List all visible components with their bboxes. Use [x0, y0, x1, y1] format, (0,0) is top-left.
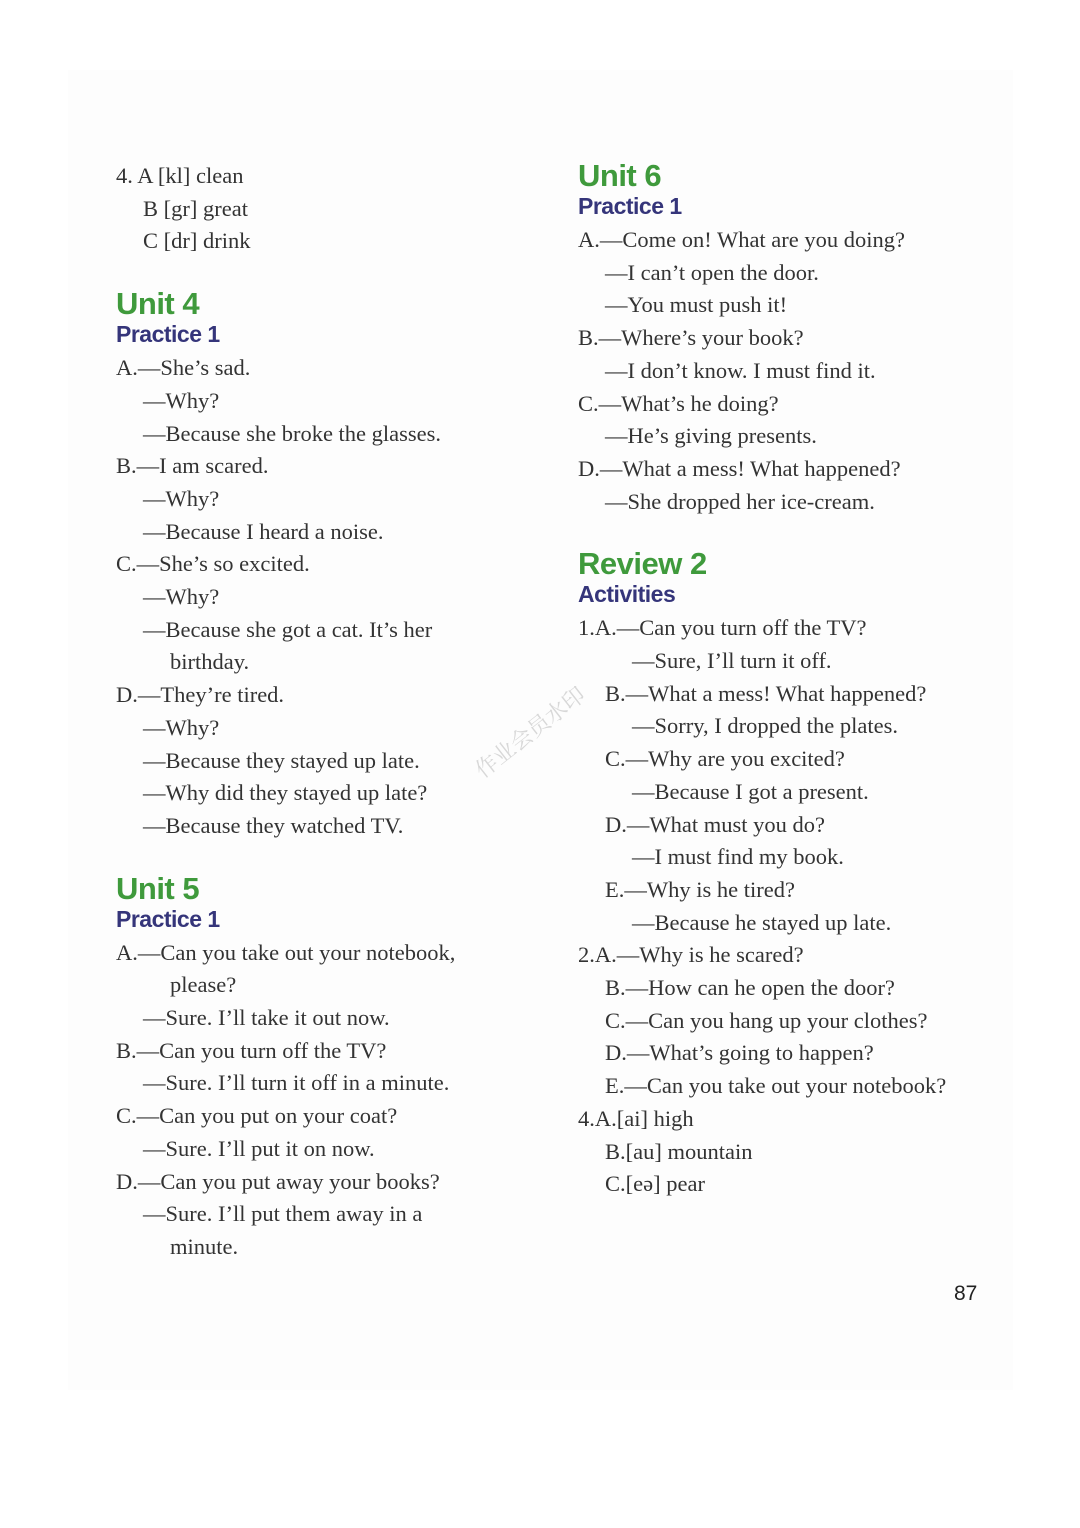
answer-line: please?: [170, 972, 237, 998]
answer-line: —Sure. I’ll put them away in a: [143, 1201, 423, 1227]
unit-5-heading: Unit 5: [116, 870, 200, 906]
answer-line: 4. A [kl] clean: [116, 163, 244, 188]
answer-line: —I can’t open the door.: [605, 259, 819, 285]
answer-line: —Why?: [143, 714, 220, 740]
answer-line: —Because she got a cat. It’s her: [143, 616, 433, 642]
answer-line: —He’s giving presents.: [605, 423, 817, 449]
answer-line: D.—They’re tired.: [116, 682, 285, 708]
answer-line: D.—What’s going to happen?: [605, 1040, 874, 1066]
answer-line: —I must find my book.: [632, 844, 844, 870]
answer-line: —Because he stayed up late.: [632, 909, 892, 935]
watermark-text: 作业会员水印: [471, 682, 591, 784]
answer-line: 2.A.—Why is he scared?: [578, 942, 804, 968]
answer-line: —Because they stayed up late.: [143, 747, 420, 773]
review-2-heading: Review 2: [578, 546, 707, 582]
answer-line: B.—I am scared.: [116, 453, 269, 479]
answer-line: —Because they watched TV.: [143, 812, 404, 838]
answer-line: C [dr] drink: [143, 228, 251, 254]
answer-line: C.—Why are you excited?: [605, 746, 845, 772]
answer-line: B [gr] great: [143, 195, 248, 221]
left-column: [116, 160, 526, 1264]
answer-line: C.—Can you put on your coat?: [116, 1103, 398, 1129]
answer-line: —Why?: [143, 485, 220, 511]
answer-line: —Sure. I’ll take it out now.: [143, 1005, 390, 1031]
unit-4-practice-heading: Practice 1: [116, 321, 220, 348]
unit-4-heading: Unit 4: [116, 286, 200, 322]
answer-line: D.—What must you do?: [605, 811, 825, 837]
answer-line: —Sure, I’ll turn it off.: [632, 648, 832, 674]
answer-line: —You must push it!: [605, 292, 788, 318]
right-column: [578, 160, 998, 1201]
answer-line: B.[au] mountain: [605, 1138, 753, 1164]
answer-line: —Because I heard a noise.: [143, 518, 384, 544]
answer-line: 1.A.—Can you turn off the TV?: [578, 615, 867, 641]
review-2-activities-heading: Activities: [578, 581, 676, 608]
unit-6-practice-heading: Practice 1: [578, 193, 682, 219]
answer-line: —Why did they stayed up late?: [143, 780, 428, 806]
answer-line: E.—Can you take out your notebook?: [605, 1073, 947, 1099]
answer-line: —Sure. I’ll put it on now.: [143, 1135, 375, 1161]
answer-line: birthday.: [170, 649, 250, 675]
page-number: 87: [954, 1282, 978, 1305]
answer-line: B.—Where’s your book?: [578, 325, 804, 351]
answer-line: D.—Can you put away your books?: [116, 1168, 440, 1194]
answer-line: —Sorry, I dropped the plates.: [632, 713, 898, 739]
unit-5-practice-heading: Practice 1: [116, 905, 220, 932]
answer-line: —She dropped her ice-cream.: [605, 488, 875, 514]
answer-line: C.[eə] pear: [605, 1171, 705, 1197]
answer-line: A.—She’s sad.: [116, 355, 251, 381]
answer-line: B.—What a mess! What happened?: [605, 680, 927, 706]
answer-line: —Because I got a present.: [632, 778, 869, 804]
answer-line: A.—Can you take out your notebook,: [116, 939, 456, 965]
answer-line: B.—Can you turn off the TV?: [116, 1037, 387, 1063]
answer-line: —Because she broke the glasses.: [143, 420, 442, 446]
answer-line: B.—How can he open the door?: [605, 975, 895, 1001]
answer-line: C.—What’s he doing?: [578, 390, 779, 416]
answer-line: minute.: [170, 1233, 239, 1259]
answer-line: C.—Can you hang up your clothes?: [605, 1007, 928, 1033]
answer-line: D.—What a mess! What happened?: [578, 455, 901, 481]
answer-line: C.—She’s so excited.: [116, 551, 310, 577]
answer-line: —Why?: [143, 584, 220, 610]
answer-line: 4.A.[ai] high: [578, 1105, 694, 1131]
unit-6-heading: Unit 6: [578, 158, 662, 193]
answer-line: E.—Why is he tired?: [605, 876, 795, 902]
answer-line: —Sure. I’ll turn it off in a minute.: [143, 1070, 450, 1096]
answer-line: —I don’t know. I must find it.: [605, 357, 876, 383]
answer-line: A.—Come on! What are you doing?: [578, 227, 906, 252]
answer-line: —Why?: [143, 387, 220, 413]
